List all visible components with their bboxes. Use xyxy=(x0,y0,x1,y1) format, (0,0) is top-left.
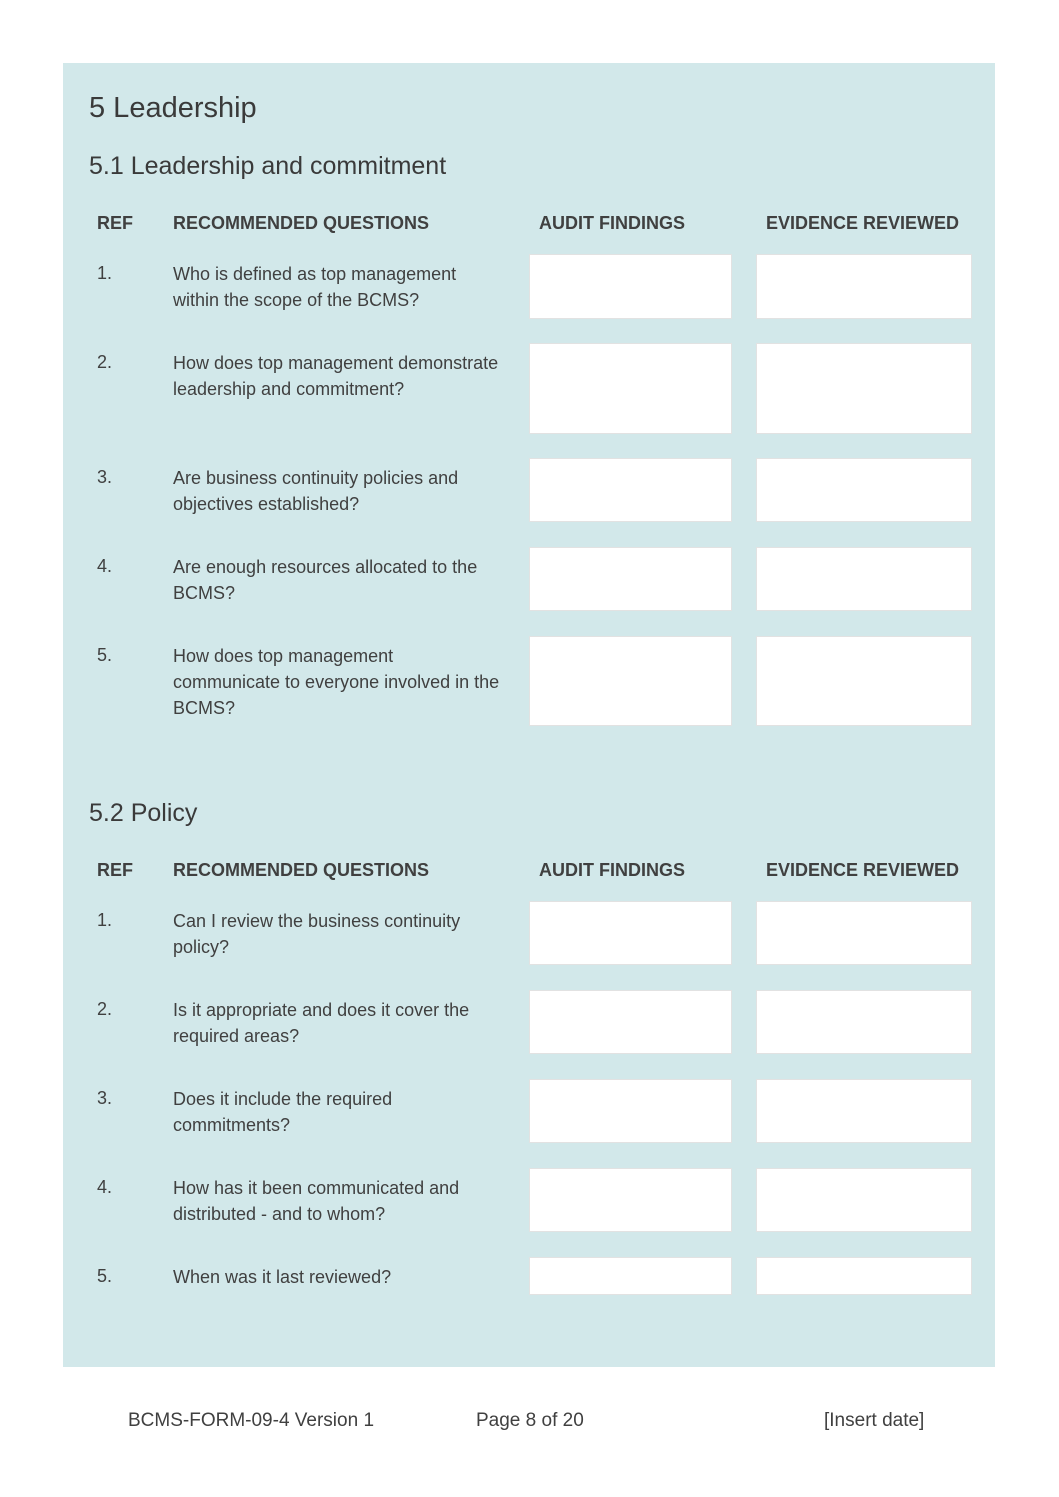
column-header-ref: REF xyxy=(97,860,133,880)
column-header-evidence-reviewed: EVIDENCE REVIEWED xyxy=(766,213,960,233)
row-question: How does top management communicate to everyone involved in the BCMS? xyxy=(173,646,500,718)
footer-form-id: BCMS-FORM-09-4 Version 1 xyxy=(128,1410,375,1431)
column-header-questions: RECOMMENDED QUESTIONS xyxy=(173,860,430,880)
row-ref: 2. xyxy=(97,999,113,1019)
evidence-reviewed-field[interactable] xyxy=(756,254,972,319)
evidence-reviewed-field[interactable] xyxy=(756,547,972,611)
row-ref: 5. xyxy=(97,1266,113,1286)
row-ref: 2. xyxy=(97,352,113,372)
row-question: Does it include the required commitments? xyxy=(173,1089,393,1135)
audit-findings-field[interactable] xyxy=(529,636,732,726)
evidence-reviewed-field[interactable] xyxy=(756,990,972,1054)
audit-findings-field[interactable] xyxy=(529,1079,732,1143)
audit-findings-field[interactable] xyxy=(529,990,732,1054)
evidence-reviewed-field[interactable] xyxy=(756,343,972,434)
column-header-ref: REF xyxy=(97,213,133,233)
evidence-reviewed-field[interactable] xyxy=(756,1079,972,1143)
audit-findings-field[interactable] xyxy=(529,254,732,319)
evidence-reviewed-field[interactable] xyxy=(756,1257,972,1295)
row-question: Who is defined as top management within the scope of the BCMS? xyxy=(173,264,457,310)
row-ref: 4. xyxy=(97,1177,113,1197)
row-question: Are business continuity policies and objectives established? xyxy=(173,468,459,514)
audit-findings-field[interactable] xyxy=(529,1257,732,1295)
audit-findings-field[interactable] xyxy=(529,1168,732,1232)
row-question: Is it appropriate and does it cover the required areas? xyxy=(173,1000,470,1046)
row-question: When was it last reviewed? xyxy=(173,1267,392,1287)
column-header-evidence-reviewed: EVIDENCE REVIEWED xyxy=(766,860,960,880)
evidence-reviewed-field[interactable] xyxy=(756,1168,972,1232)
evidence-reviewed-field[interactable] xyxy=(756,636,972,726)
row-ref: 1. xyxy=(97,910,113,930)
row-ref: 1. xyxy=(97,263,113,283)
row-ref: 4. xyxy=(97,556,113,576)
row-question: How has it been communicated and distributed - and to whom? xyxy=(173,1178,460,1224)
audit-findings-field[interactable] xyxy=(529,547,732,611)
row-question: Are enough resources allocated to the BCMS? xyxy=(173,557,478,603)
page-title: 5 Leadership xyxy=(89,92,257,124)
row-ref: 5. xyxy=(97,645,113,665)
audit-findings-field[interactable] xyxy=(529,343,732,434)
footer-page-number: Page 8 of 20 xyxy=(476,1410,584,1431)
evidence-reviewed-field[interactable] xyxy=(756,901,972,965)
row-question: Can I review the business continuity policy? xyxy=(173,911,461,957)
section-heading-5-1: 5.1 Leadership and commitment xyxy=(89,152,447,180)
evidence-reviewed-field[interactable] xyxy=(756,458,972,522)
column-header-audit-findings: AUDIT FINDINGS xyxy=(539,213,685,233)
footer-date: [Insert date] xyxy=(824,1410,925,1431)
audit-findings-field[interactable] xyxy=(529,458,732,522)
audit-findings-field[interactable] xyxy=(529,901,732,965)
column-header-audit-findings: AUDIT FINDINGS xyxy=(539,860,685,880)
row-ref: 3. xyxy=(97,467,113,487)
section-heading-5-2: 5.2 Policy xyxy=(89,799,198,827)
row-question: How does top management demonstrate leadership and commitment? xyxy=(173,353,499,399)
row-ref: 3. xyxy=(97,1088,113,1108)
column-header-questions: RECOMMENDED QUESTIONS xyxy=(173,213,430,233)
